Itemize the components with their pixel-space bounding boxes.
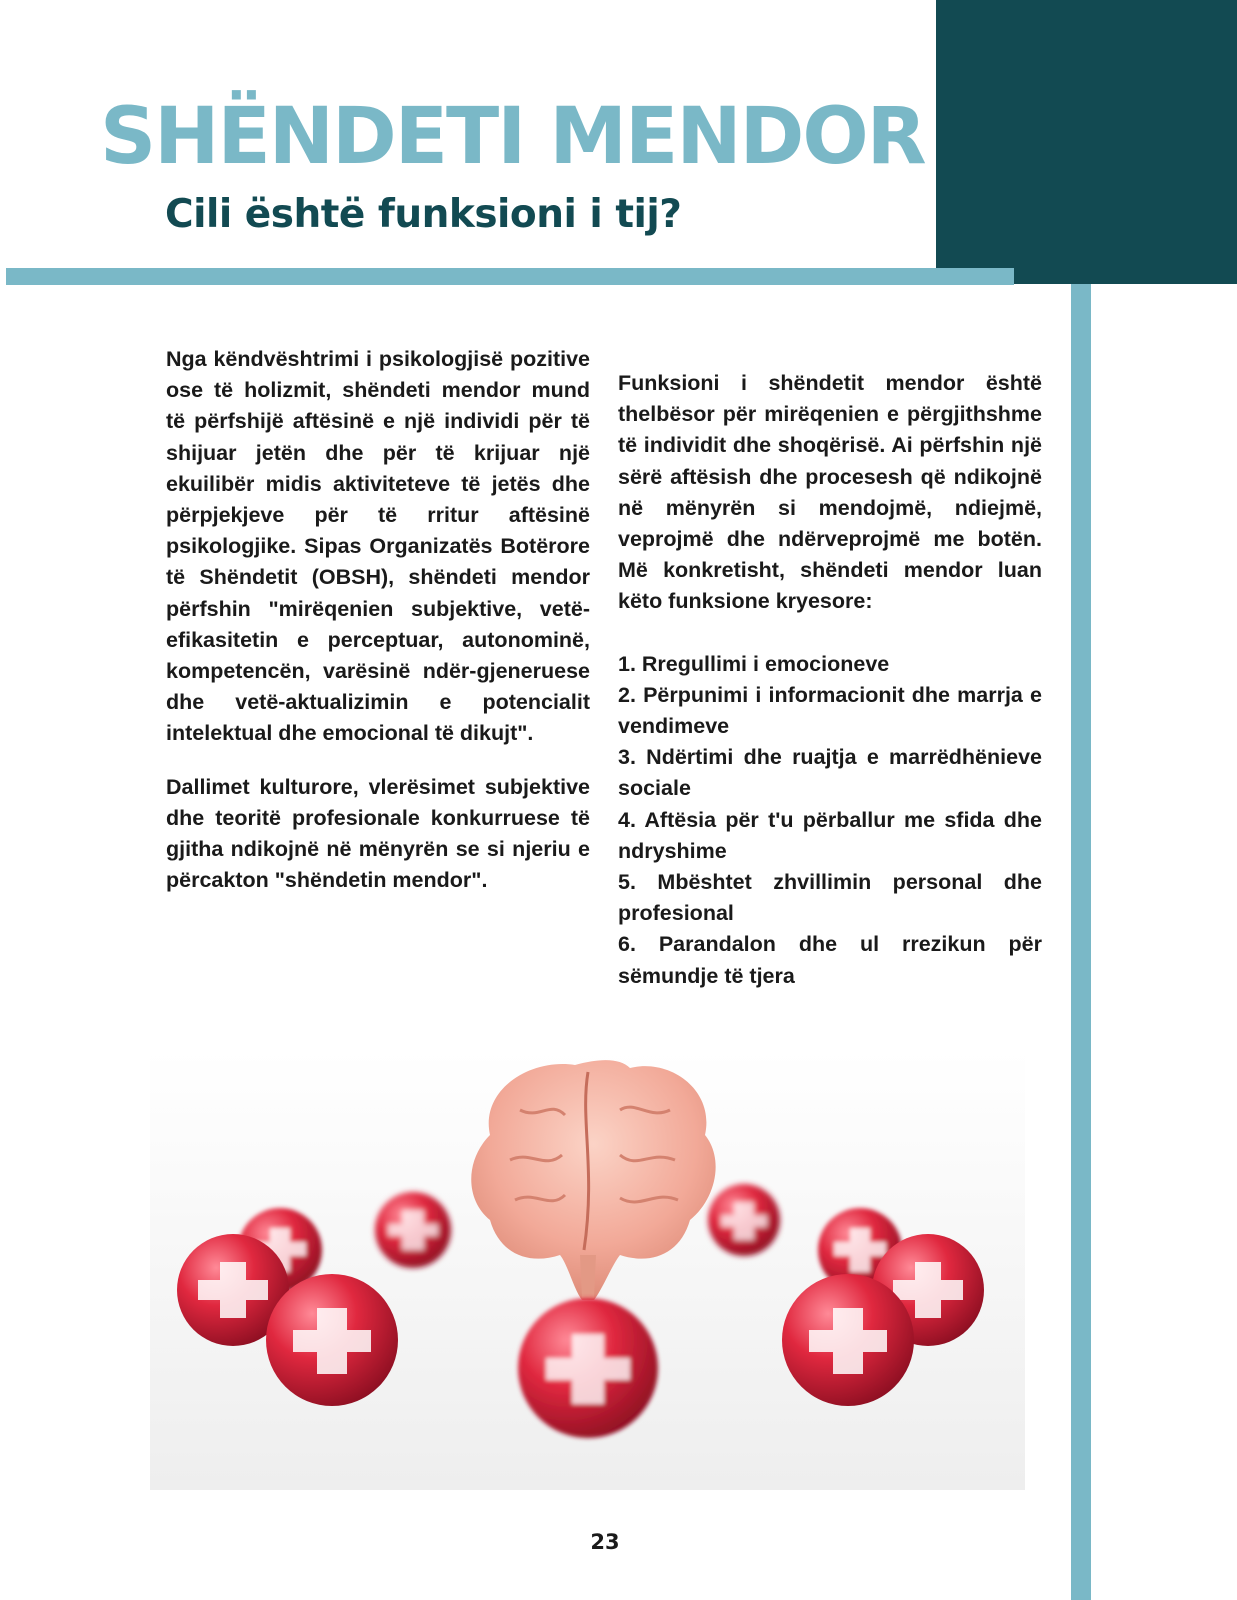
plus-sphere-icon <box>782 1274 914 1406</box>
right-margin-bar <box>1071 284 1091 1600</box>
page-title: SHËNDETI MENDOR <box>100 92 925 182</box>
paragraph-cultural-differences: Dallimet kulturore, vlerësimet subjektive dhe teoritë profesionale konkurruese të gjitha ndikojnë në mënyrën se si njeriu e përcakton "shëndetin mendor". <box>166 774 590 893</box>
plus-sphere-icon <box>266 1274 398 1406</box>
list-item: 3. Ndërtimi dhe ruajtja e marrëdhënieve sociale <box>618 745 1042 801</box>
plus-sphere-icon <box>708 1184 780 1256</box>
left-text-column <box>166 344 590 896</box>
list-item: 1. Rregullimi i emocioneve <box>618 651 890 676</box>
functions-list <box>618 649 1042 992</box>
right-text-column <box>618 368 1042 992</box>
list-item: 4. Aftësia për t'u përballur me sfida dhe ndryshime <box>618 807 1042 863</box>
list-item: 2. Përpunimi i informacionit dhe marrja e vendimeve <box>618 682 1042 739</box>
plus-sphere-icon <box>375 1192 451 1268</box>
page-number: 23 <box>590 1530 620 1554</box>
list-item: 6. Parandalon dhe ul rrezikun për sëmundje të tjera <box>618 932 1042 988</box>
paragraph-function-intro: Funksioni i shëndetit mendor është thelbësor për mirëqenien e përgjithshme të individit dhe shoqërisë. Ai përfshin një sërë aftësish dhe procesesh që ndikojnë në mënyrën si mendojmë, ndiejmë, veprojmë dhe ndërveprojmë me botën. Më konkretisht, shëndeti mendor luan këto funksione kryesore: <box>618 371 1042 614</box>
page-subtitle: Cili është funksioni i tij? <box>165 192 682 237</box>
paragraph-psychology-definition: Nga këndvështrimi i psikologjisë pozitive ose të holizmit, shëndeti mendor mund të përfshijë aftësinë e një individi për të shijuar jetën dhe për të krijuar një ekuilibër midis aktiviteteve të jetës dhe përpjekjeve për të rritur aftësinë psikologjike. Sipas Organizatës Botërore të Shëndetit (OBSH), shëndeti mendor përfshin "mirëqenien subjektive, vetë-efikasitetin e perceptuar, autonominë, kompetencën, varësinë ndër-gjeneruese dhe vetë-aktualizimin e potencialit intelektual dhe emocional të dikujt". <box>166 347 590 746</box>
header-divider <box>6 268 1014 285</box>
header-corner-block <box>936 0 1237 284</box>
list-item: 5. Mbështet zhvillimin personal dhe profesional <box>618 870 1042 926</box>
plus-sphere-icon <box>518 1298 658 1438</box>
brain-illustration <box>150 1050 1025 1490</box>
